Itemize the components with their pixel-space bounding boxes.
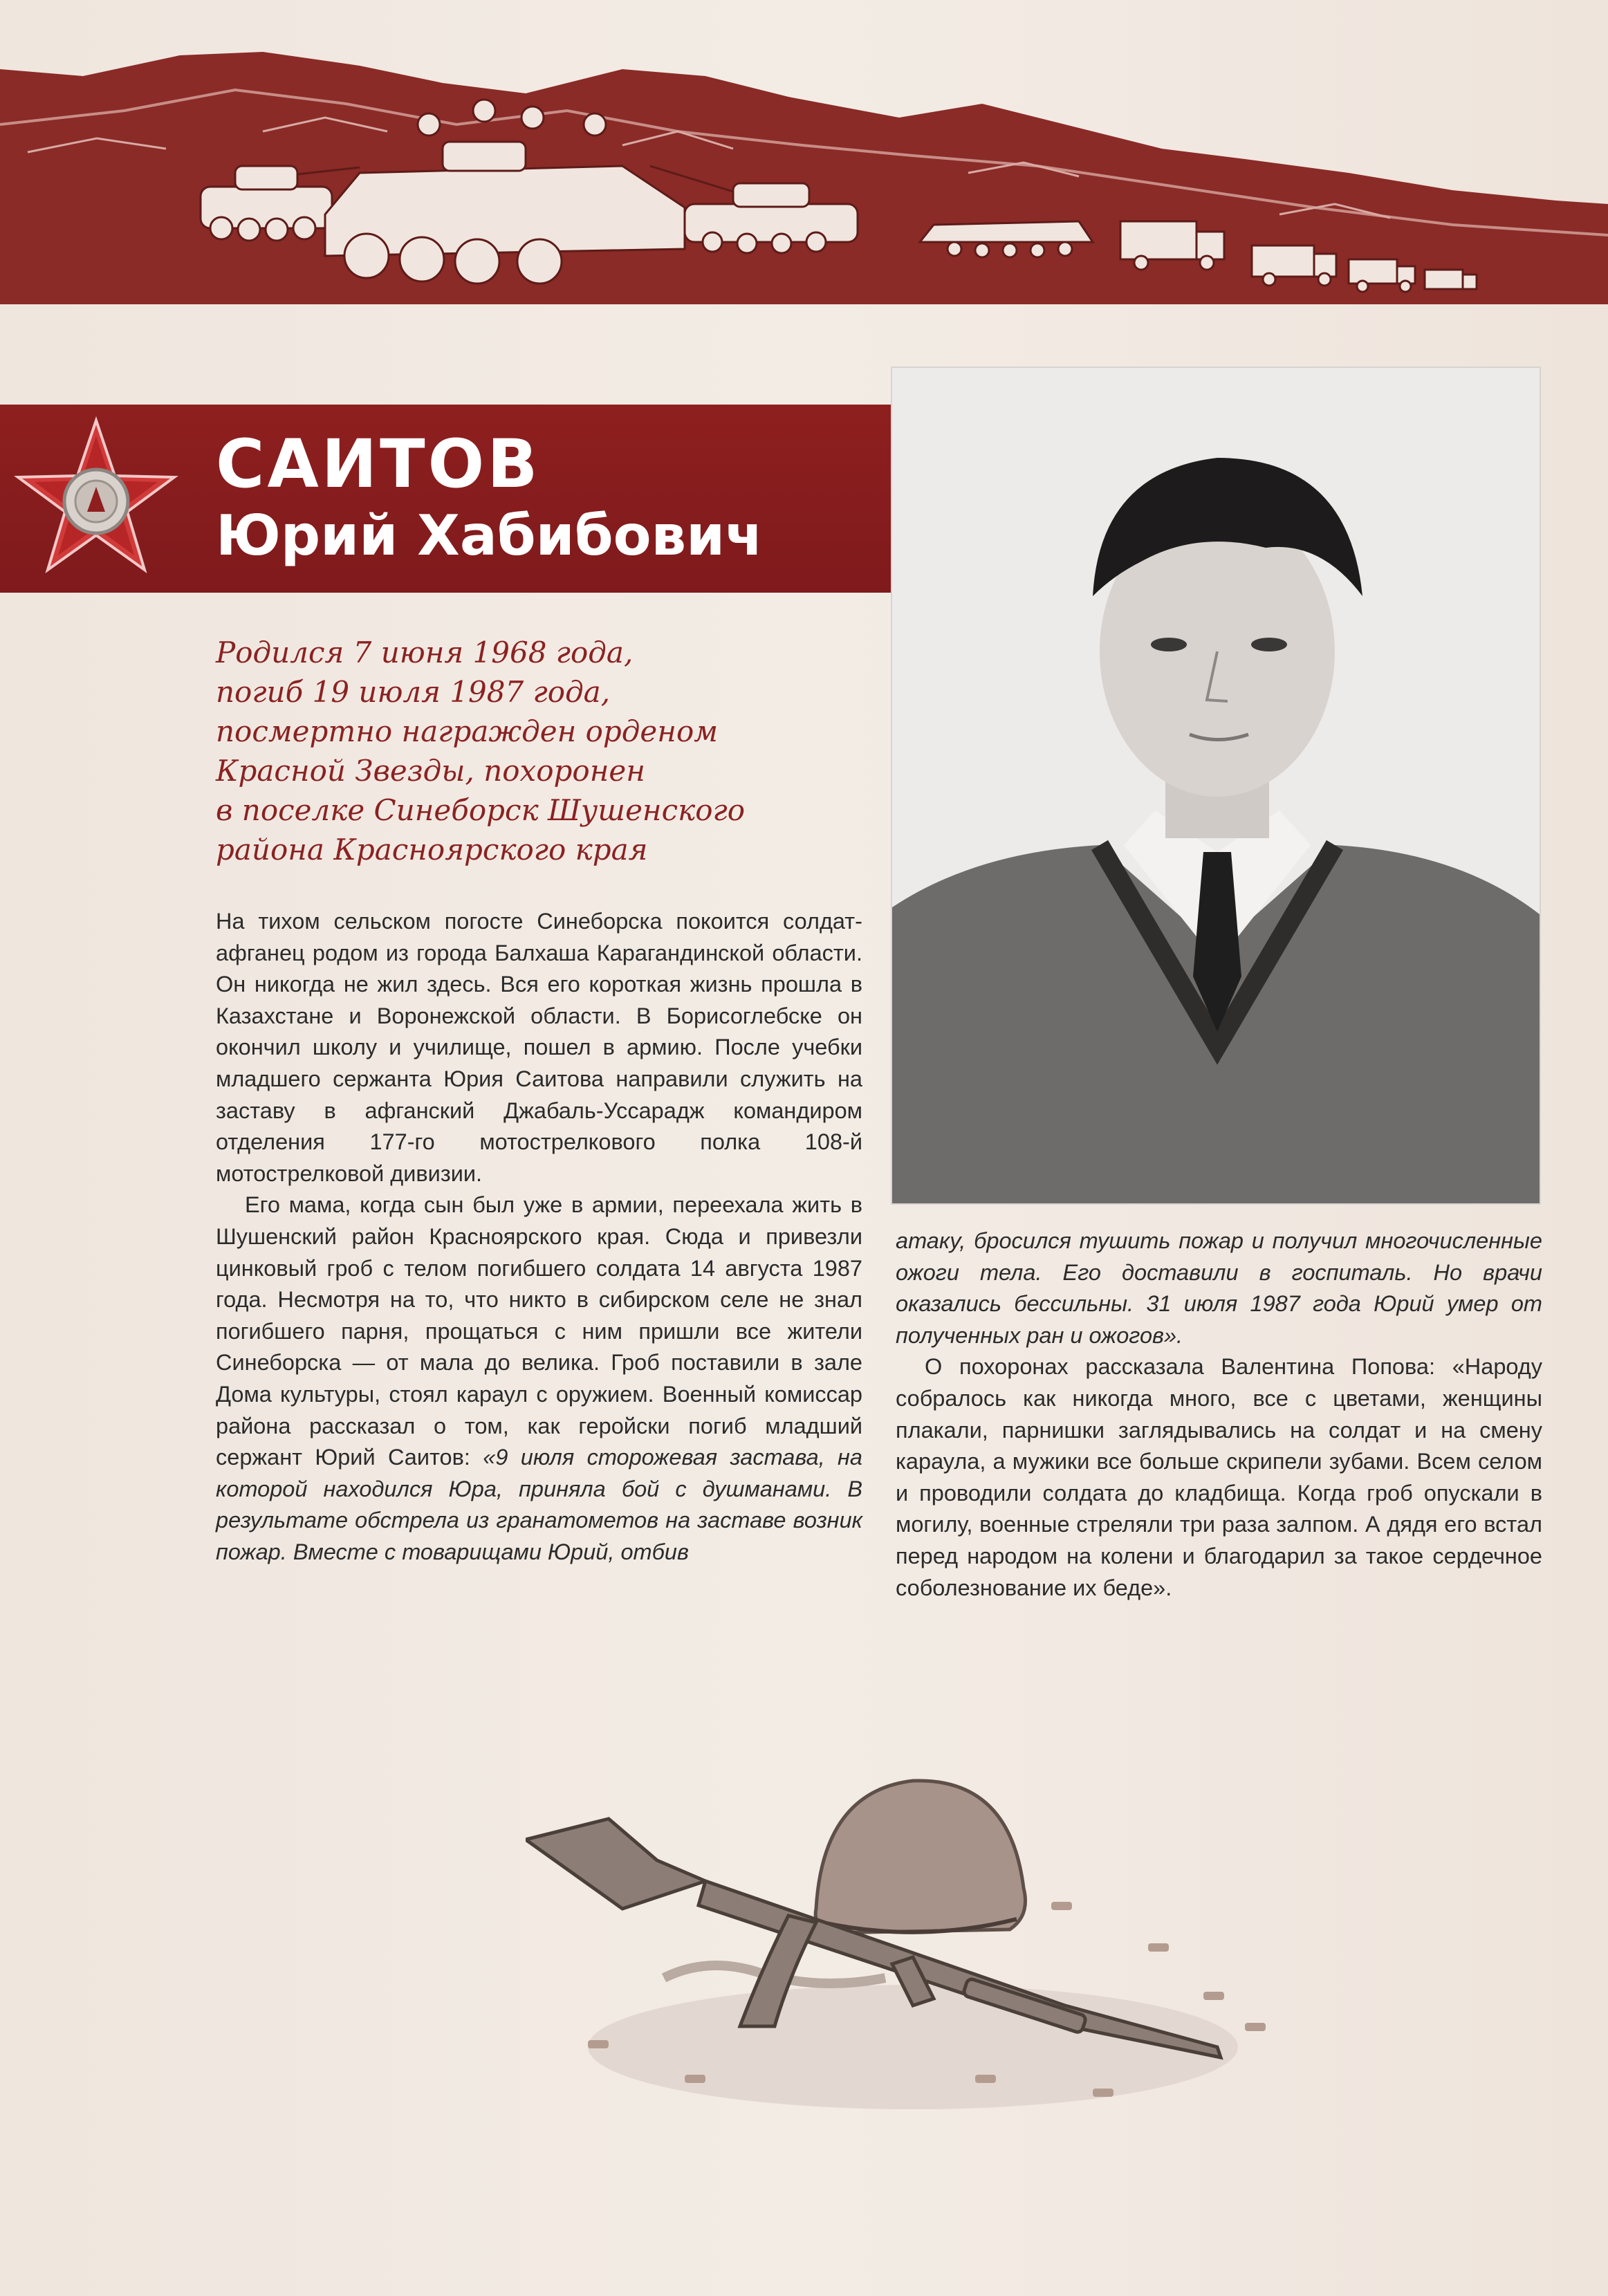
summary-line: Красной Звезды, похоронен xyxy=(216,754,645,788)
hero-given-name: Юрий Хабибович xyxy=(216,503,764,568)
red-star-order-icon xyxy=(10,415,183,581)
portrait-photo xyxy=(892,368,1540,1203)
quote-text: атаку, бросился тушить пожар и получил многочисленные ожоги тела. Его доставили в госпиталь. Но врачи оказались бессильны. 31 июля 1987 года Юрий умер от полученных ран и ожогов». xyxy=(896,1228,1542,1348)
mountain-convoy-illustration xyxy=(0,28,1608,304)
summary-line: погиб 19 июля 1987 года, xyxy=(216,675,611,709)
summary-line: посмертно награжден орденом xyxy=(216,714,719,748)
article-paragraph: О похоронах рассказала Валентина Попова: «Народу собралось как никогда много, все с цветами, женщины плакали, парнишки заглядывались на солдат и на смену караула, а мужики все больше скрипели зубами. Всем селом и проводили солдата до кладбища. Когда гроб опускали в могилу, военные стреляли три раза залпом. А дядя его встал перед народом на колени и благодарил за такое сердечное соболезнование их беде». xyxy=(896,1354,1542,1600)
article-paragraph xyxy=(896,1225,1542,1351)
article-paragraph: На тихом сельском погосте Синеборска покоится солдат-афганец родом из города Балхаша Карагандинской области. Он никогда не жил здесь. Вся его короткая жизнь прошла в Казахстане и Воронежской области. В Борисоглебске он окончил школу и училище, пошел в армию. После учебки младшего сержанта Юрия Саитова направили служить на заставу в афганский Джабаль-Уссарадж командиром отделения 177-го мотострелкового полка 108-й мотострелковой дивизии. xyxy=(216,909,862,1186)
article-column-left xyxy=(216,906,862,1568)
summary-line: в поселке Синеборск Шушенского xyxy=(216,793,746,827)
biography-summary xyxy=(216,633,880,869)
summary-line: Родился 7 июня 1968 года, xyxy=(216,636,634,669)
article-column-right xyxy=(896,1225,1542,1604)
hero-surname: САИТОВ xyxy=(216,425,541,503)
summary-line: района Красноярского края xyxy=(216,833,648,867)
quote-text: «9 июля сторожевая застава, на которой находился Юра, приняла бой с душманами. В результате обстрела из гранатометов на заставе возник пожар. Вместе с товарищами Юрий, отбив xyxy=(216,1445,863,1564)
article-paragraph xyxy=(216,1189,862,1568)
helmet-and-rifle-illustration xyxy=(526,1750,1321,2123)
paragraph-text: Его мама, когда сын был уже в армии, переехала жить в Шушенский район Красноярского края. Сюда и привезли цинковый гроб с телом погибшего солдата 14 августа 1987 года. Несмотря на то, что никто в сибирском селе не знал погибшего парня, прощаться с ним пришли все жители Синеборска — от мала до велика. Гроб поставили в зале Дома культуры, стоял караул с оружием. Военный комиссар района рассказал о том, как геройски погиб младший сержант Юрий Саитов: xyxy=(216,1192,862,1470)
